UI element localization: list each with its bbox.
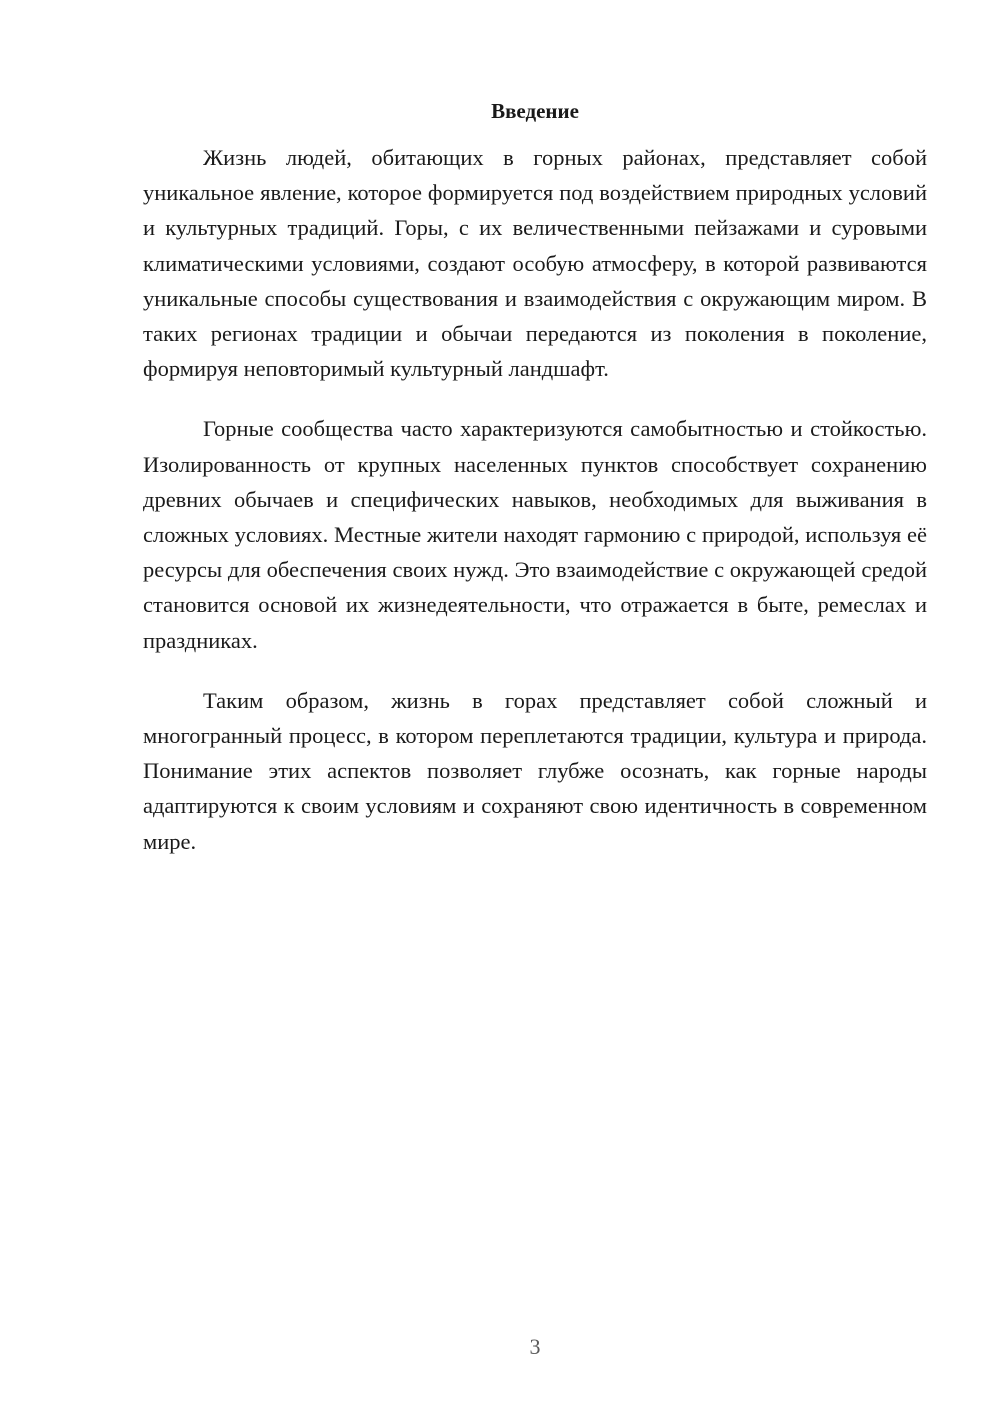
- paragraph-2: Горные сообщества часто характеризуются самобытностью и стойкостью. Изолированность от крупных населенных пунктов способствует сохранению древних обычаев и специфических навыков, необходимых для выживания в сложных условиях. Местные жители находят гармонию с природой, используя её ресурсы для обеспечения своих нужд. Это взаимодействие с окружающей средой становится основой их жизнедеятельности, что отражается в быте, ремеслах и праздниках.: [143, 416, 927, 653]
- section-title: Введение: [491, 99, 579, 123]
- page-number: 3: [529, 1334, 541, 1359]
- paragraph-1: Жизнь людей, обитающих в горных районах, представляет собой уникальное явление, которое формируется под воздействием природных условий и культурных традиций. Горы, с их величественными пейзажами и суровыми климатическими условиями, создают особую атмосферу, в которой развиваются уникальные способы существования и взаимодействия с окружающим миром. В таких регионах традиции и обычаи передаются из поколения в поколение, формируя неповторимый культурный ландшафт.: [143, 145, 927, 382]
- paragraph-3: Таким образом, жизнь в горах представляет собой сложный и многогранный процесс, в котором переплетаются традиции, культура и природа. Понимание этих аспектов позволяет глубже осознать, как горные народы адаптируются к своим условиям и сохраняют свою идентичность в современном мире.: [143, 687, 927, 854]
- page-content: [143, 96, 927, 884]
